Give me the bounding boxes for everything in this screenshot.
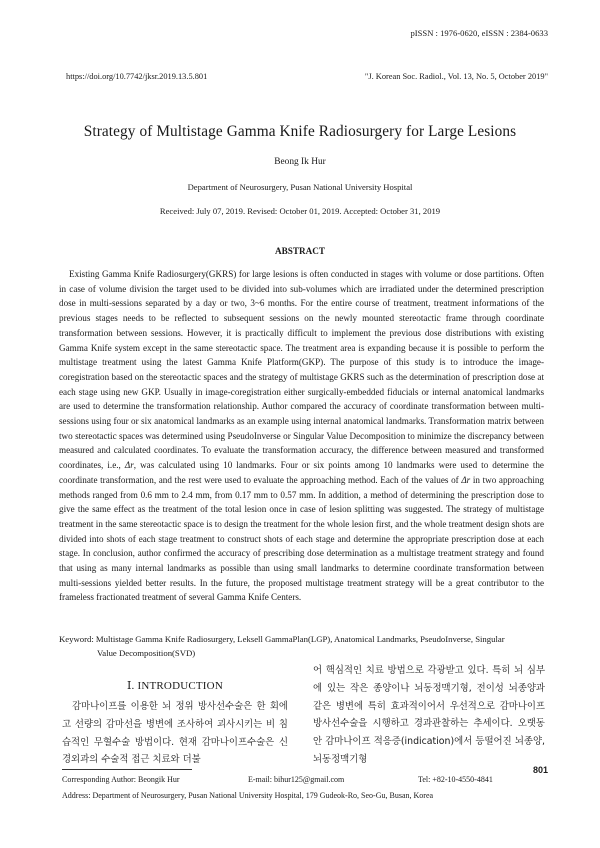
keywords-label: Keyword: — [59, 634, 96, 644]
abstract-text-part3: in two approaching methods ranged from 0.6 mm to 2.4 mm, from 0.17 mm to 0.57 mm. In addition, a method of determining the prescription dose to give the same effect as the treatment of the total lesion once in case of lesion splitting was suggested. The strategy of multistage treatment in the same stereotactic space is to design the treatment for the whole lesion first, and the whole treatment design shots are divided into shots of each stage treatment to construct shots of each stage and determine the appropriate prescription dose at each stage. In conclusion, author confirmed the accuracy of prescribing dose determination as a multistage treatment strategy and found that using as many internal landmarks as possible than using small landmarks to determine coordinate transformation between multi-sessions yielded better results. In the future, the proposed multistage treatment strategy will be a great contributor to the frameless fractionated treatment of several Gamma Knife Centers. — [59, 474, 544, 603]
doi-link[interactable]: https://doi.org/10.7742/jksr.2019.13.5.801 — [66, 72, 208, 81]
issn-line: pISSN : 1976-0620, eISSN : 2384-0633 — [410, 28, 548, 38]
abstract-heading: ABSTRACT — [274, 246, 326, 256]
intro-paragraph-left: 감마나이프를 이용한 뇌 정위 방사선수술은 한 회에 고 선량의 감마선을 병변에 조사하여 괴사시키는 비 침습적인 무혈수술 방법이다. 현재 감마나이프수술은 신경외과의 수술적 접근 치료와 더불 — [62, 701, 288, 766]
abstract-text-part2: , was calculated using 10 landmarks. Four or six points among 10 landmarks were used to determine the coordinate transformation, and the rest were used to evaluate the approaching method. Each of the values of — [59, 460, 544, 485]
delta-r-symbol: Δr — [124, 460, 134, 471]
author-phone: Tel: +82-10-4550-4841 — [418, 775, 493, 784]
author-affiliation: Department of Neurosurgery, Pusan National University Hospital — [187, 182, 413, 192]
page-number: 801 — [532, 765, 548, 775]
right-column — [313, 662, 545, 769]
journal-citation: "J. Korean Soc. Radiol., Vol. 13, No. 5, October 2019" — [364, 72, 548, 81]
keywords-line1: Multistage Gamma Knife Radiosurgery, Leksell GammaPlan(LGP), Anatomical Landmarks, PseudoInverse, Singular — [95, 634, 505, 644]
delta-r-symbol: Δr — [461, 474, 471, 485]
left-column — [62, 662, 288, 769]
abstract-body — [59, 267, 544, 605]
footnote-divider — [62, 769, 192, 770]
author-email[interactable]: E-mail: bihur125@gmail.com — [248, 775, 345, 784]
keywords-block — [59, 632, 544, 660]
abstract-text-part1: Existing Gamma Knife Radiosurgery(GKRS) for large lesions is often conducted in stages with volume or dose partitions. Often in case of volume division the target used to be divided into sub-volumes which are irradiated under the determined prescription dose in multi-sessions separated by a day or two, 3~6 months. For the entire course of treatment, treatment informations of the previous stages needs to be reflected to subsequent sessions on the newly mounted stereotactic frame through coordinate transformation between sessions. However, it is practically difficult to implement the previous dose distributions with existing Gamma Knife system except in the same stereotactic space. The treatment area is expanding because it is possible to perform the multistage treatment using the latest Gamma Knife Platform(GKP). The purpose of this study is to introduce the image-coregistration based on the stereotactic spaces and the strategy of multistage GKRS such as the determination of prescription dose at each stage using new GKP. Usually in image-coregistration either surgically-embedded fiducials or internal anatomical landmarks are used to determine the transformation relationship. Author compared the accuracy of coordinate transformation between multi-sessions using four or six anatomical landmarks as an example using internal anatomical landmarks. Transformation matrix between two stereotactic spaces was determined using PseudoInverse or Singular Value Decomposition to minimize the discrepancy between measured and calculated coordinates. To evaluate the transformation accuracy, the difference between measured and transformed coordinates, i.e., — [59, 269, 544, 471]
corresponding-author: Corresponding Author: Beongik Hur — [62, 775, 180, 784]
intro-paragraph-right: 어 핵심적인 치료 방법으로 각광받고 있다. 특히 뇌 심부에 있는 작은 종양이나 뇌동정맥기형, 전이성 뇌종양과 같은 병변에 특히 효과적이어서 우선적으로 감마나이프 방사선수술을 시행하고 경과관찰하는 추세이다. 오랫동안 감마나이프 적응증(indication)에서 등떨어진 뇌종양, 뇌동정맥기형 — [313, 665, 545, 765]
author-address: Address: Department of Neurosurgery, Pusan National University Hospital, 179 Gudeok-Ro, Seo-Gu, Busan, Korea — [62, 791, 434, 800]
author-name: Beong Ik Hur — [274, 157, 326, 167]
keywords-line2: Value Decomposition(SVD) — [97, 648, 196, 659]
submission-dates: Received: July 07, 2019. Revised: October 01, 2019. Accepted: October 31, 2019 — [159, 206, 441, 216]
introduction-heading: Ⅰ. INTRODUCTION — [127, 680, 223, 692]
paper-title: Strategy of Multistage Gamma Knife Radiosurgery for Large Lesions — [83, 123, 517, 140]
